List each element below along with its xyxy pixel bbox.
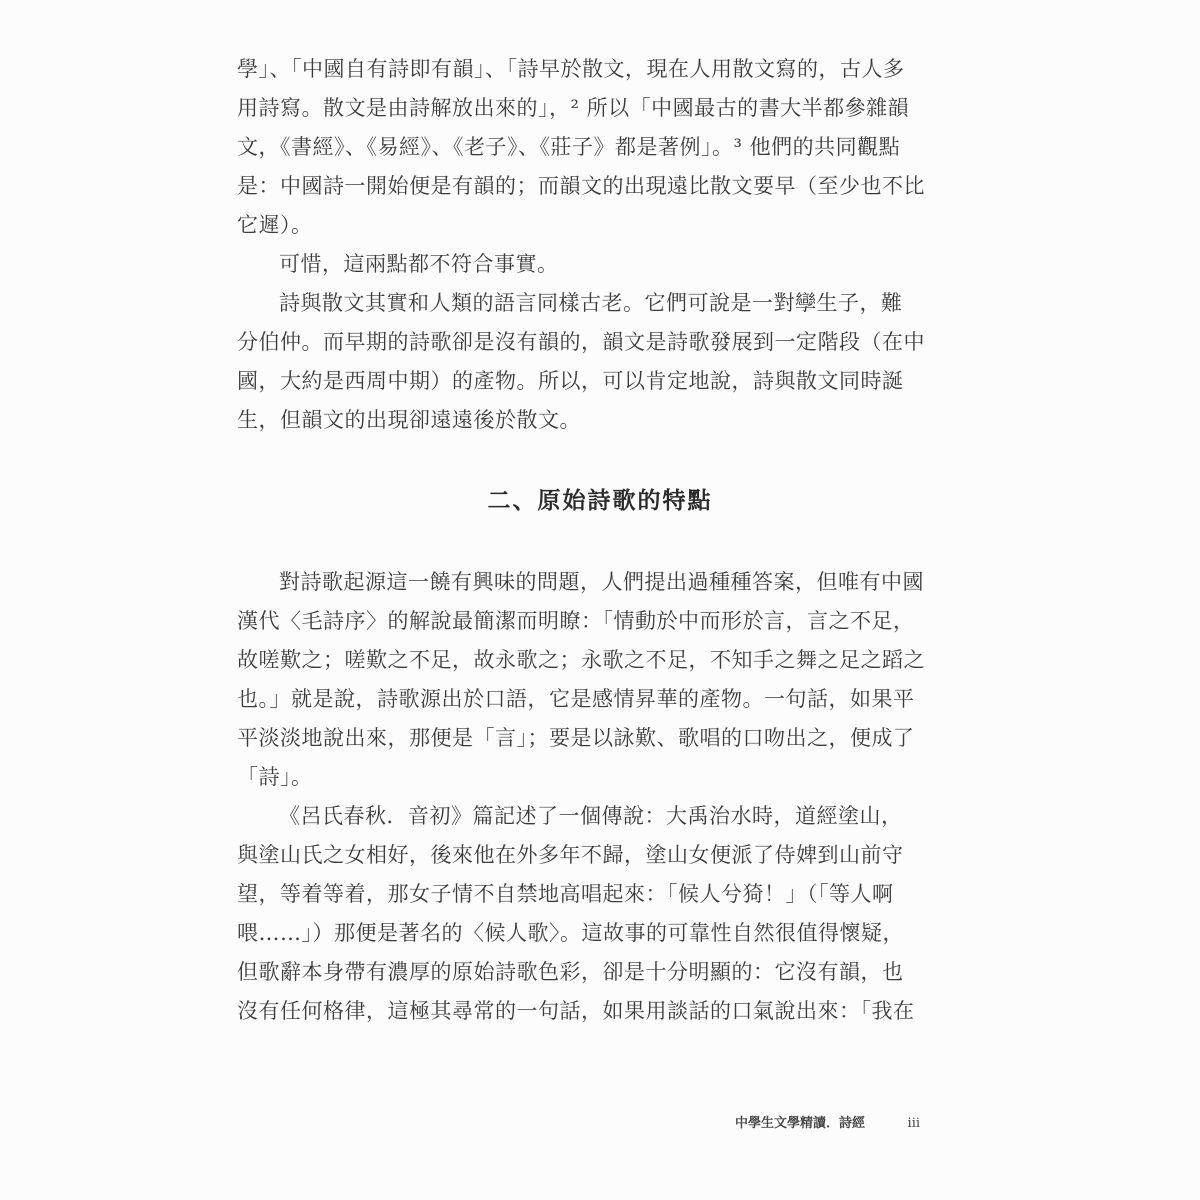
text-line: 「詩」。	[237, 765, 313, 789]
text-line: 可惜，這兩點都不符合事實。	[279, 252, 559, 276]
text-line: 對詩歌起源這一饒有興味的問題，人們提出過種種答案，但唯有中國	[279, 570, 924, 594]
text-line: 它遲）。	[237, 213, 313, 237]
text-line: 生，但韻文的出現卻遠遠後於散文。	[237, 408, 581, 432]
paragraph	[237, 50, 927, 245]
body-text-top	[237, 50, 927, 440]
text-line: 是：中國詩一開始便是有韻的；而韻文的出現遠比散文要早（至少也不比	[237, 174, 925, 198]
text-line: 分伯仲。而早期的詩歌卻是沒有韻的，韻文是詩歌發展到一定階段（在中	[237, 330, 925, 354]
text-line: 文，《書經》、《易經》、《老子》、《莊子》都是著例」。³ 他們的共同觀點	[237, 135, 901, 159]
text-line: 與塗山氏之女相好，後來他在外多年不歸，塗山女便派了侍婢到山前守	[237, 843, 904, 867]
running-title: 中學生文學精讀．詩經	[735, 1116, 866, 1131]
text-line: 學」、「中國自有詩即有韻」、「詩早於散文，現在人用散文寫的，古人多	[237, 57, 905, 81]
text-line: 但歌辭本身帶有濃厚的原始詩歌色彩，卻是十分明顯的：它沒有韻，也	[237, 960, 904, 984]
text-line: 也。」就是說，詩歌源出於口語，它是感情昇華的產物。一句話，如果平	[237, 687, 915, 711]
text-line: 用詩寫。散文是由詩解放出來的」，² 所以「中國最古的書大半都參雜韻	[237, 96, 910, 120]
text-line: 平淡淡地說出來，那便是「言」；要是以詠歎、歌唱的口吻出之，便成了	[237, 726, 915, 750]
paragraph	[237, 284, 927, 440]
body-text-bottom	[237, 563, 927, 1031]
paragraph	[237, 797, 927, 1031]
text-line: 詩與散文其實和人類的語言同樣古老。它們可說是一對孿生子，難	[279, 291, 903, 315]
text-line: 漢代〈毛詩序〉的解說最簡潔而明瞭：「情動於中而形於言，言之不足，	[237, 609, 915, 633]
text-line: 故嗟歎之；嗟歎之不足，故永歌之；永歌之不足，不知手之舞之足之蹈之	[237, 648, 925, 672]
page-number: iii	[907, 1116, 921, 1131]
page-footer	[735, 1112, 920, 1131]
section-heading: 二、原始詩歌的特點	[487, 488, 713, 514]
text-line: 喂……」）那便是著名的〈候人歌〉。這故事的可靠性自然很值得懷疑，	[237, 921, 904, 945]
text-line: 望，等着等着，那女子情不自禁地高唱起來：「候人兮猗！」（「等人啊	[237, 882, 894, 906]
paragraph	[237, 563, 927, 797]
paragraph	[237, 245, 927, 284]
text-line: 《呂氏春秋．音初》篇記述了一個傳說：大禹治水時，道經塗山，	[279, 804, 903, 828]
text-line: 國，大約是西周中期）的產物。所以，可以肯定地說，詩與散文同時誕	[237, 369, 904, 393]
text-line: 沒有任何格律，這極其尋常的一句話，如果用談話的口氣說出來：「我在	[237, 999, 915, 1023]
